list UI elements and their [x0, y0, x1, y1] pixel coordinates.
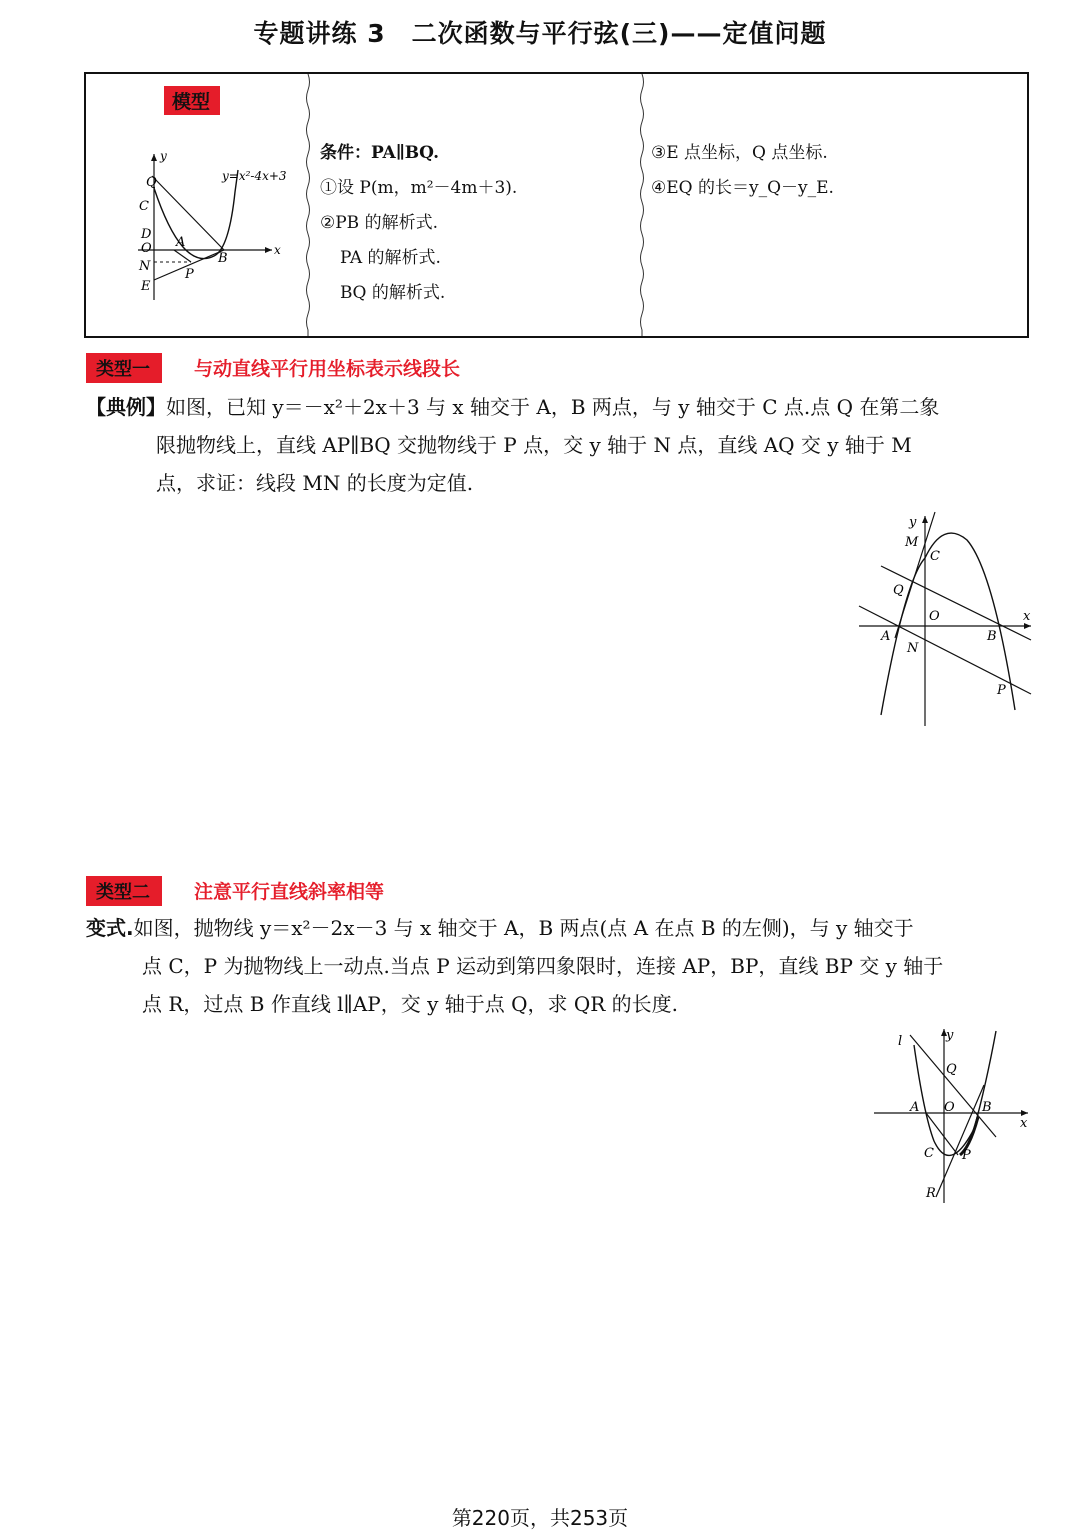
svg-text:Q: Q	[146, 175, 157, 190]
model-tag: 模型	[164, 86, 220, 115]
type1-title: 与动直线平行用坐标表示线段长	[194, 358, 461, 380]
type1-tag: 类型一	[86, 353, 162, 383]
svg-text:E: E	[141, 279, 151, 294]
type2-problem: 变式.如图，抛物线 y＝x²－2x－3 与 x 轴交于 A，B 两点(点 A 在点 B 的左侧)，与 y 轴交于 点 C，P 为抛物线上一动点.当点 P 运动到第四象限时，连接 AP，BP，直线 BP 交 y 轴于 点 R，过点 B 作直线 l∥AP，交 y 轴于点 Q，求 QR 的长度.	[86, 916, 944, 1016]
parabola	[881, 533, 1015, 715]
model-step-3: ③E 点坐标，Q 点坐标.	[651, 143, 828, 163]
model-step-2c: BQ 的解析式.	[340, 283, 446, 303]
svg-text:P: P	[997, 683, 1006, 698]
model-step-4: ④EQ 的长＝y_Q－y_E.	[651, 178, 834, 198]
model-step-2b: PA 的解析式.	[340, 248, 441, 268]
page-title: 专题讲练 3 二次函数与平行弦(三)——定值问题	[253, 19, 827, 48]
type2-figure	[870, 1025, 1035, 1205]
wavy-divider-1	[304, 74, 312, 336]
svg-text:P: P	[962, 1148, 971, 1163]
svg-text:Q: Q	[946, 1062, 957, 1077]
svg-text:y: y	[160, 152, 167, 163]
svg-text:A: A	[176, 235, 186, 250]
svg-text:B: B	[987, 629, 997, 644]
svg-text:C: C	[930, 549, 940, 564]
type2-tag: 类型二	[86, 876, 162, 906]
parabola	[914, 1031, 996, 1155]
svg-text:N: N	[139, 259, 151, 274]
svg-text:x: x	[1023, 609, 1031, 624]
type2-title: 注意平行直线斜率相等	[194, 881, 385, 903]
svg-text:B: B	[982, 1100, 992, 1115]
model-steps-col-2	[651, 136, 834, 206]
wavy-divider-2	[638, 74, 646, 336]
example-label: 【典例】	[86, 395, 166, 419]
svg-text:O: O	[929, 609, 940, 624]
svg-text:C: C	[924, 1146, 934, 1161]
svg-text:D: D	[141, 227, 152, 242]
svg-text:y: y	[946, 1028, 954, 1043]
svg-text:R: R	[926, 1186, 936, 1201]
variant-label: 变式.	[86, 916, 134, 940]
svg-text:C: C	[139, 199, 149, 214]
page-footer: 第220页，共253页	[451, 1506, 629, 1530]
type1-problem: 【典例】如图，已知 y＝－x²＋2x＋3 与 x 轴交于 A，B 两点，与 y 轴交于 C 点.点 Q 在第二象 限抛物线上，直线 AP∥BQ 交抛物线于 P 点，交 y 轴于 N 点，直线 AQ 交 y 轴于 M 点，求证：线段 MN 的长度为定值.	[86, 395, 940, 495]
svg-text:O: O	[141, 241, 152, 256]
model-box	[84, 72, 1029, 338]
svg-text:N: N	[907, 641, 919, 656]
type1-figure	[855, 510, 1035, 730]
model-step-1: ①设 P(m，m²－4m＋3).	[320, 178, 518, 198]
svg-text:P: P	[185, 267, 194, 282]
svg-text:x: x	[274, 243, 281, 257]
svg-text:Q: Q	[893, 583, 904, 598]
model-condition: 条件：PA∥BQ.	[320, 143, 439, 163]
svg-text:B: B	[218, 251, 228, 266]
model-steps-col	[320, 136, 517, 311]
svg-text:M: M	[905, 535, 919, 550]
model-step-2: ②PB 的解析式.	[320, 213, 438, 233]
svg-text:A: A	[910, 1100, 920, 1115]
svg-text:O: O	[944, 1100, 955, 1115]
svg-text:x: x	[1020, 1116, 1028, 1131]
svg-text:l: l	[898, 1034, 903, 1049]
svg-text:y: y	[909, 515, 917, 530]
model-curve-label: y=x²-4x+3	[222, 169, 287, 183]
svg-text:A: A	[881, 629, 891, 644]
model-graph	[124, 152, 304, 302]
parabola	[154, 170, 238, 259]
